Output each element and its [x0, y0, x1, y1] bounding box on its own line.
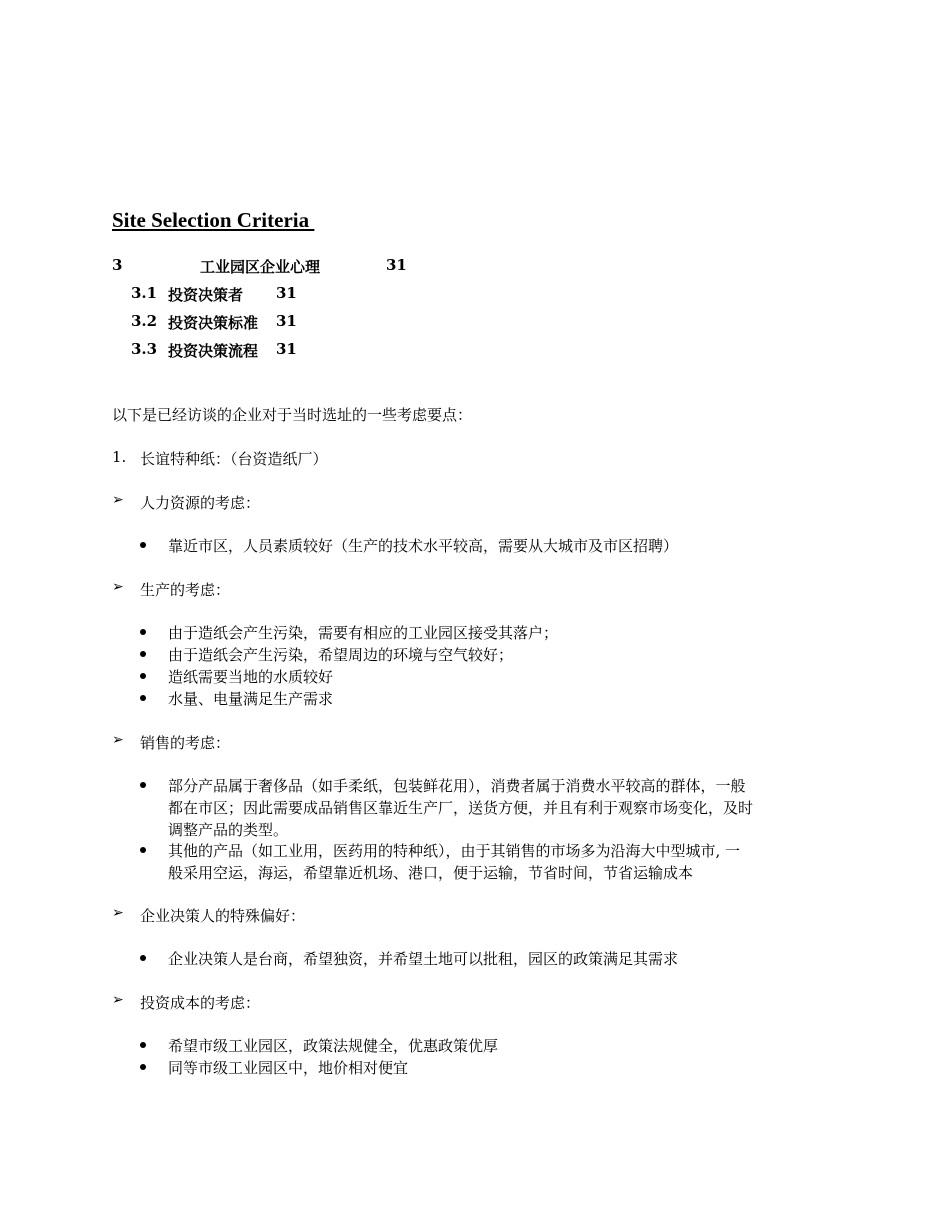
company-name: 长谊特种纸：（台资造纸厂） — [140, 450, 328, 468]
list-item-line: 调整产品的类型。 — [168, 821, 289, 839]
toc-num: 3.1 — [131, 284, 158, 302]
list-item-line: 都在市区；因此需要成品销售区靠近生产厂，送货方便，并且有利于观察市场变化，及时 — [168, 799, 754, 817]
list-item: 希望市级工业园区，政策法规健全，优惠政策优厚 — [168, 1037, 499, 1055]
toc-label: 投资决策流程 — [168, 342, 259, 360]
section-heading: 人力资源的考虑： — [140, 494, 261, 512]
list-item-line: 部分产品属于奢侈品（如手柔纸，包装鲜花用），消费者属于消费水平较高的群体，一般 — [168, 777, 746, 795]
toc-num: 3.3 — [131, 340, 158, 358]
bullet-icon — [140, 695, 146, 701]
list-item-line: 般采用空运，海运，希望靠近机场、港口，便于运输，节省时间，节省运输成本 — [168, 864, 694, 882]
bullet-icon — [140, 651, 146, 657]
bullet-icon — [140, 782, 146, 788]
bullet-icon — [140, 955, 146, 961]
bullet-icon — [140, 1064, 146, 1070]
toc-label: 投资决策标准 — [168, 314, 259, 332]
list-number: 1. — [112, 448, 127, 466]
toc-num: 3.2 — [131, 312, 158, 330]
arrow-bullet-icon: ➢ — [112, 579, 124, 595]
list-item: 造纸需要当地的水质较好 — [168, 668, 334, 686]
section-heading: 销售的考虑： — [140, 734, 231, 752]
toc-page: 31 — [276, 312, 297, 330]
bullet-icon — [140, 847, 146, 853]
toc-label: 投资决策者 — [168, 286, 244, 304]
list-item: 水量、电量满足生产需求 — [168, 690, 334, 708]
bullet-icon — [140, 1042, 146, 1048]
section-heading: 企业决策人的特殊偏好： — [140, 907, 306, 925]
list-item: 企业决策人是台商，希望独资，并希望土地可以批租，园区的政策满足其需求 — [168, 950, 679, 968]
arrow-bullet-icon: ➢ — [112, 492, 124, 508]
page-title: Site Selection Criteria — [112, 208, 315, 232]
bullet-icon — [140, 542, 146, 548]
arrow-bullet-icon: ➢ — [112, 732, 124, 748]
arrow-bullet-icon: ➢ — [112, 992, 124, 1008]
list-item-line: 其他的产品（如工业用，医药用的特种纸），由于其销售的市场多为沿海大中型城市, 一 — [168, 842, 741, 860]
bullet-icon — [140, 629, 146, 635]
list-item: 同等市级工业园区中，地价相对便宜 — [168, 1059, 409, 1077]
toc-page: 31 — [386, 256, 407, 274]
arrow-bullet-icon: ➢ — [112, 905, 124, 921]
toc-page: 31 — [276, 340, 297, 358]
toc-page: 31 — [276, 284, 297, 302]
section-heading: 生产的考虑： — [140, 581, 231, 599]
intro-text: 以下是已经访谈的企业对于当时选址的一些考虑要点： — [112, 406, 473, 424]
list-item: 由于造纸会产生污染，需要有相应的工业园区接受其落户； — [168, 624, 559, 642]
toc-num: 3 — [112, 256, 123, 274]
toc-label: 工业园区企业心理 — [200, 258, 321, 276]
list-item: 由于造纸会产生污染，希望周边的环境与空气较好； — [168, 646, 514, 664]
section-heading: 投资成本的考虑： — [140, 994, 261, 1012]
bullet-icon — [140, 673, 146, 679]
list-item: 靠近市区，人员素质较好（生产的技术水平较高，需要从大城市及市区招聘） — [168, 537, 679, 555]
